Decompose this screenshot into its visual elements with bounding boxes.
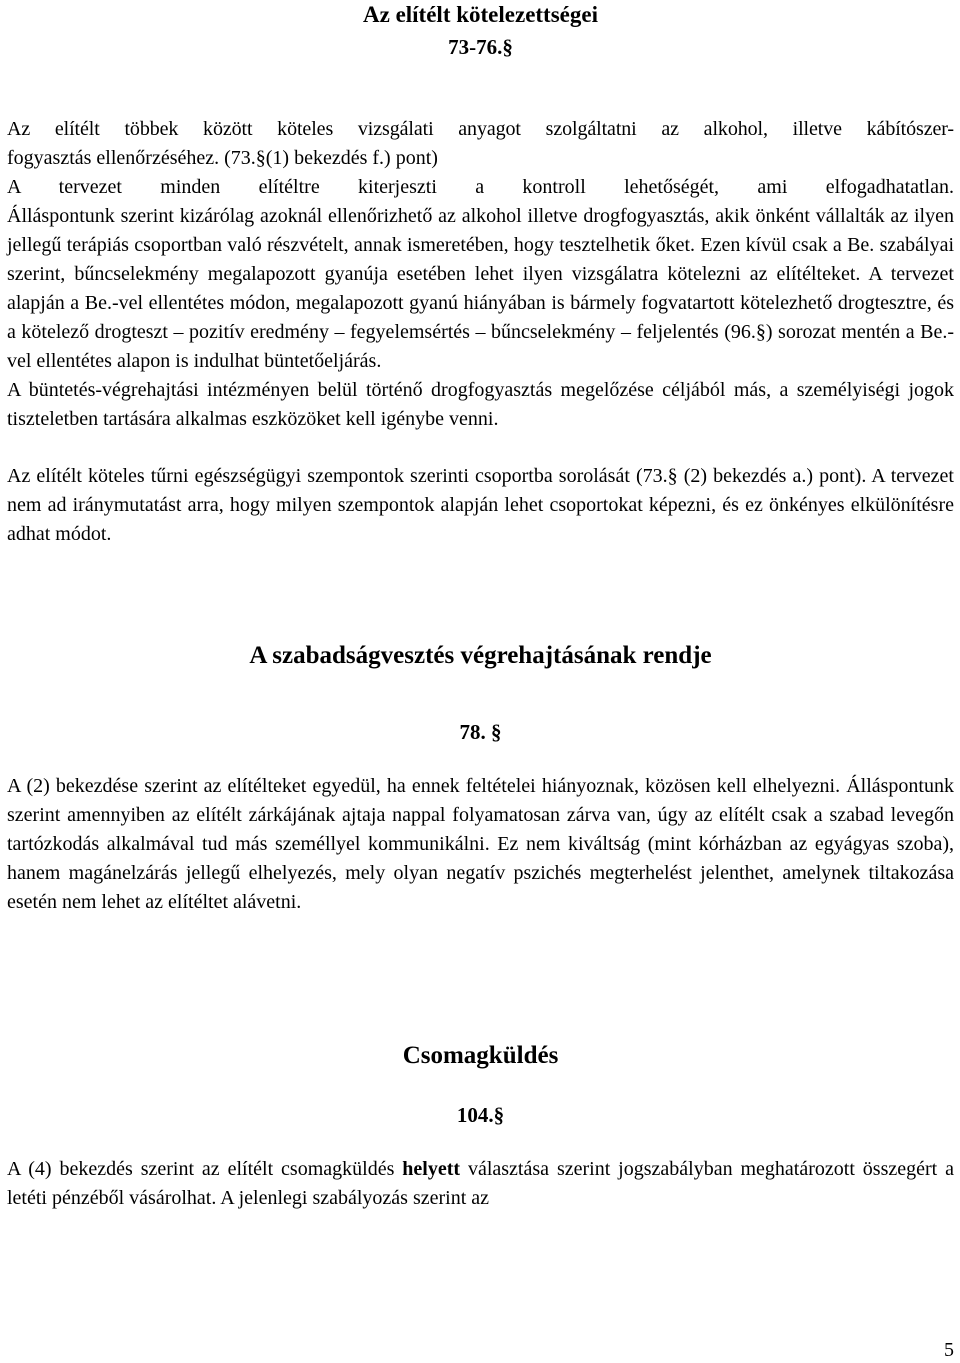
emphasis-text: helyett bbox=[402, 1158, 461, 1180]
section-reference: 78. § bbox=[459, 720, 502, 744]
section-title: Csomagküldés bbox=[402, 1042, 559, 1069]
page-title: Az elítélt kötelezettségei bbox=[363, 2, 598, 27]
paragraph-text: választása szerint jogszabályban meghatározott összegért a letéti pénzéből vásárolhat. A jelenlegi szabályozás szerint az bbox=[7, 1158, 954, 1209]
paragraph-line: fogyasztás ellenőrzéséhez. (73.§(1) bekezdés f.) pont) bbox=[7, 147, 438, 169]
paragraph-text: A (4) bekezdés szerint az elítélt csomagküldés bbox=[7, 1158, 403, 1180]
section-reference: 104.§ bbox=[456, 1103, 505, 1127]
section-reference: 73-76.§ bbox=[448, 35, 513, 59]
paragraph: A büntetés-végrehajtási intézményen belül történő drogfogyasztás megelőzése céljából más, a személyiségi jogok tiszteletben tartására alkalmas eszközöket kell igénybe venni. bbox=[7, 379, 954, 430]
package-section bbox=[7, 1155, 954, 1213]
obligations-section bbox=[7, 115, 954, 549]
execution-order-section bbox=[7, 772, 954, 917]
paragraph: Az elítélt köteles tűrni egészségügyi szempontok szerinti csoportba sorolását (73.§ (2) bekezdés a.) pont). A tervezet nem ad iránymutatást arra, hogy milyen szempontok alapján lehet csoportokat képezni, és ez önkényes elkülönítésre adhat módot. bbox=[7, 465, 954, 545]
paragraph bbox=[7, 1155, 954, 1213]
page-number: 5 bbox=[944, 1339, 954, 1361]
paragraph-line: Az elítélt többek között köteles vizsgálati anyagot szolgáltatni az alkohol, illetve kábítószer- bbox=[7, 118, 954, 140]
paragraph: A (2) bekezdése szerint az elítélteket egyedül, ha ennek feltételei hiányoznak, közösen kell elhelyezni. Álláspontunk szerint amennyiben az elítélt zárkájának ajtaja nappal folyamatosan zárva van, úgy az elítélt csak a szabad levegőn tartózkodás alkalmával tud más személlyel kommunikálni. Ez nem kiváltság (mint kórházban az egyágyas szoba), hanem magánelzárás jellegű elhelyezés, mely olyan negatív pszichés megterhelést jelenthet, amelynek tiltakozása esetén nem lehet az elítéltet alávetni. bbox=[7, 775, 954, 913]
document-page bbox=[7, 0, 954, 1213]
paragraph-line: A tervezet minden elítéltre kiterjeszti a kontroll lehetőségét, ami elfogadhatatlan. bbox=[7, 176, 954, 198]
section-title: A szabadságvesztés végrehajtásának rendje bbox=[249, 642, 712, 669]
paragraph: Álláspontunk szerint kizárólag azoknál ellenőrizhető az alkohol illetve drogfogyasztás, akik önként vállalták az ilyen jellegű terápiás csoportban való részvételt, annak ismeretében, hogy tesztelhetik őket. Ezen kívül csak a Be. szabályai szerint, bűncselekmény megalapozott gyanúja esetében lehet ilyen vizsgálatra kötelezni az elítélteket. A tervezet alapján a Be.-vel ellentétes módon, megalapozott gyanú hiányában is bármely fogvatartott kötelezhető drogtesztre, és a kötelező drogteszt – pozitív eredmény – fegyelemsértés – bűncselekmény – feljelentés (96.§) sorozat mentén a Be.-vel ellentétes alapon is indulhat büntetőeljárás. bbox=[7, 205, 954, 372]
